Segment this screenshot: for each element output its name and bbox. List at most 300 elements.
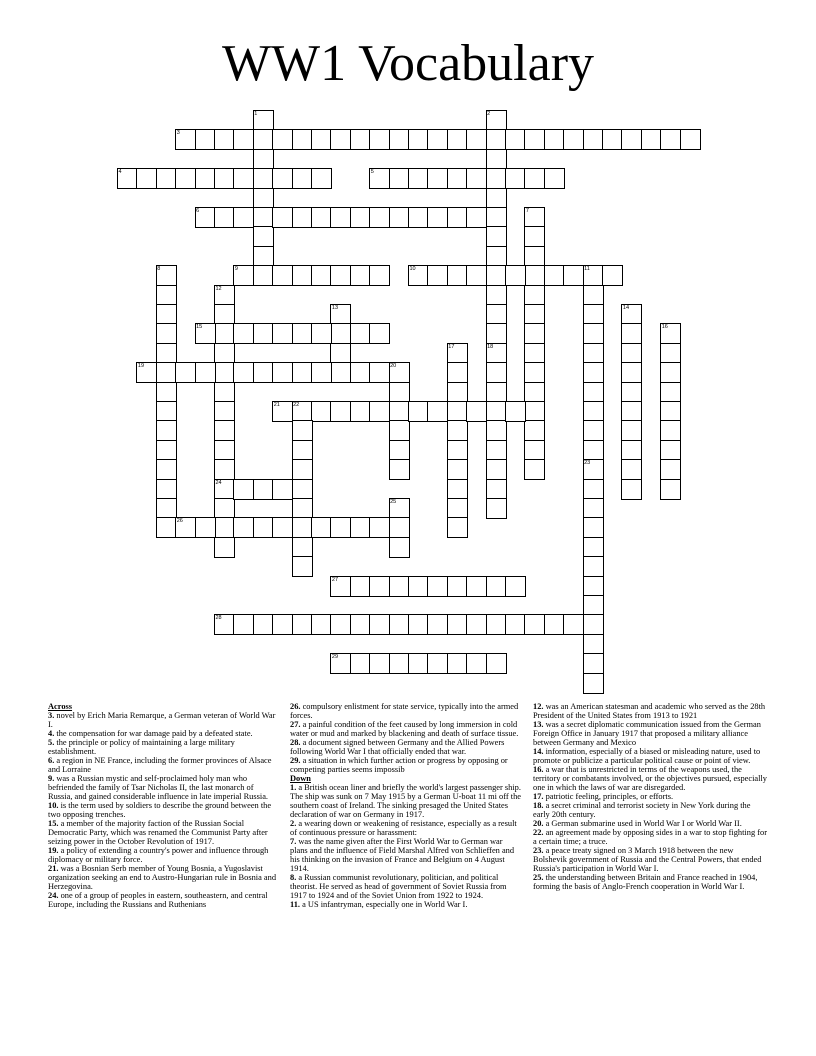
grid-cell[interactable] [233, 323, 254, 344]
grid-cell[interactable] [427, 207, 448, 228]
grid-cell[interactable] [253, 207, 274, 228]
grid-cell[interactable] [156, 285, 177, 306]
grid-cell[interactable] [369, 653, 390, 674]
grid-cell[interactable] [292, 362, 313, 383]
grid-cell[interactable] [156, 362, 177, 383]
grid-cell[interactable] [486, 401, 507, 422]
grid-cell[interactable] [583, 323, 604, 344]
grid-cell[interactable] [330, 362, 351, 383]
grid-cell[interactable] [253, 168, 274, 189]
grid-cell[interactable] [389, 207, 410, 228]
grid-cell[interactable] [660, 420, 681, 441]
grid-cell[interactable] [621, 323, 642, 344]
grid-cell[interactable] [292, 479, 313, 500]
grid-cell[interactable] [583, 382, 604, 403]
grid-cell[interactable] [583, 420, 604, 441]
grid-cell[interactable] [350, 323, 371, 344]
clue-down: 16. a war that is unrestricted in terms of the weapons used, the territory or combatants involved, or the objectives pursued, especially one in which the laws of war are disregarded. [533, 765, 767, 792]
grid-cell[interactable] [214, 537, 235, 558]
grid-cell[interactable] [195, 517, 216, 538]
grid-cell[interactable] [447, 401, 468, 422]
grid-cell[interactable] [330, 517, 351, 538]
grid-cell[interactable] [156, 498, 177, 519]
grid-cell[interactable] [214, 440, 235, 461]
grid-cell[interactable] [214, 207, 235, 228]
grid-cell[interactable] [486, 207, 507, 228]
grid-cell[interactable] [253, 226, 274, 247]
grid-cell[interactable] [486, 459, 507, 480]
grid-cell[interactable] [156, 401, 177, 422]
grid-cell[interactable] [524, 246, 545, 267]
grid-cell[interactable] [156, 440, 177, 461]
grid-cell[interactable] [214, 168, 235, 189]
clue-down: 25. the understanding between Britain and France reached in 1904, forming the basis of Anglo-French cooperation in World War I. [533, 873, 758, 891]
grid-cell[interactable] [272, 207, 293, 228]
clue-number-label: 22 [293, 402, 300, 408]
grid-cell[interactable] [486, 614, 507, 635]
grid-cell[interactable] [389, 440, 410, 461]
grid-cell[interactable] [311, 265, 332, 286]
grid-cell[interactable] [272, 323, 293, 344]
grid-cell[interactable] [330, 401, 351, 422]
grid-cell[interactable] [214, 517, 235, 538]
grid-cell[interactable] [369, 265, 390, 286]
grid-cell[interactable] [214, 498, 235, 519]
clue-across: 27. a painful condition of the feet caused by long immersion in cold water or mud and marked by blackening and death of surface tissue. [290, 720, 519, 738]
grid-cell[interactable] [156, 420, 177, 441]
grid-cell[interactable] [389, 401, 410, 422]
grid-cell[interactable] [311, 401, 332, 422]
grid-cell[interactable] [369, 576, 390, 597]
grid-cell[interactable] [214, 343, 235, 364]
grid-cell[interactable] [447, 614, 468, 635]
grid-cell[interactable] [272, 479, 293, 500]
grid-cell[interactable] [253, 362, 274, 383]
grid-cell[interactable] [233, 614, 254, 635]
grid-cell[interactable] [408, 614, 429, 635]
grid-cell[interactable] [389, 614, 410, 635]
grid-cell[interactable] [427, 129, 448, 150]
grid-cell[interactable] [447, 129, 468, 150]
grid-cell[interactable] [524, 362, 545, 383]
grid-cell[interactable] [389, 576, 410, 597]
grid-cell[interactable] [427, 401, 448, 422]
grid-cell[interactable] [660, 440, 681, 461]
clue-number-label: 13 [331, 305, 339, 311]
grid-cell[interactable] [486, 576, 507, 597]
grid-cell[interactable] [292, 129, 313, 150]
grid-cell[interactable] [447, 265, 468, 286]
grid-cell[interactable] [447, 517, 468, 538]
grid-cell[interactable] [253, 614, 274, 635]
clue-number-label: 29 [331, 654, 339, 661]
grid-cell[interactable] [350, 401, 371, 422]
grid-cell[interactable] [408, 207, 429, 228]
grid-cell[interactable] [524, 382, 545, 403]
grid-cell[interactable] [505, 129, 526, 150]
grid-cell[interactable] [292, 420, 313, 441]
clue-column-3 [533, 702, 767, 891]
grid-cell[interactable] [524, 401, 545, 422]
grid-cell[interactable] [447, 459, 468, 480]
grid-cell[interactable] [621, 479, 642, 500]
grid-cell[interactable] [486, 362, 507, 383]
clue-down: 23. a peace treaty signed on 3 March 1918 between the new Bolshevik government of Russia and the Central Powers, that ended Russia's participation in World War I. [533, 846, 762, 873]
grid-cell[interactable] [369, 517, 390, 538]
grid-cell[interactable] [136, 168, 157, 189]
grid-cell[interactable] [505, 168, 526, 189]
grid-cell[interactable] [466, 653, 487, 674]
grid-cell[interactable] [524, 343, 545, 364]
grid-cell[interactable] [583, 401, 604, 422]
grid-cell[interactable] [389, 537, 410, 558]
grid-cell[interactable] [253, 479, 274, 500]
across-heading: Across [48, 702, 73, 711]
grid-cell[interactable] [253, 323, 274, 344]
clue-column-2 [290, 702, 522, 909]
grid-cell[interactable] [311, 323, 332, 344]
clue-across: 29. a situation in which further action or progress by opposing or competing parties seems impossib [290, 756, 508, 774]
clue-down: 12. was an American statesman and academic who served as the 28th President of the United States from 1913 to 1921 [533, 702, 766, 720]
grid-cell[interactable] [660, 479, 681, 500]
grid-cell[interactable] [447, 576, 468, 597]
grid-cell[interactable] [369, 362, 390, 383]
grid-cell[interactable] [427, 576, 448, 597]
grid-cell[interactable] [583, 576, 604, 597]
clue-number-label: 19 [137, 363, 145, 370]
grid-cell[interactable] [505, 614, 526, 635]
grid-cell[interactable] [369, 323, 390, 344]
clue-number-label: 2 [487, 111, 491, 117]
grid-cell[interactable] [408, 401, 429, 422]
grid-cell[interactable] [253, 265, 274, 286]
grid-cell[interactable] [660, 382, 681, 403]
grid-cell[interactable] [524, 420, 545, 441]
grid-cell[interactable] [583, 479, 604, 500]
grid-cell[interactable] [156, 517, 177, 538]
grid-cell[interactable] [544, 168, 565, 189]
grid-cell[interactable] [214, 401, 235, 422]
clue-down: 17. patriotic feeling, principles, or efforts. [533, 792, 674, 801]
grid-cell[interactable] [660, 401, 681, 422]
grid-cell[interactable] [583, 343, 604, 364]
clue-number-label: 21 [273, 402, 280, 408]
grid-cell[interactable] [156, 323, 177, 344]
grid-cell[interactable] [195, 168, 216, 189]
grid-cell[interactable] [272, 265, 293, 286]
clue-across: 10. is the term used by soldiers to describe the ground between the two opposing trenches. [48, 801, 272, 819]
grid-cell[interactable] [350, 362, 371, 383]
grid-cell[interactable] [621, 382, 642, 403]
grid-cell[interactable] [156, 304, 177, 325]
grid-cell[interactable] [563, 265, 584, 286]
grid-cell[interactable] [660, 129, 681, 150]
grid-cell[interactable] [233, 129, 254, 150]
grid-cell[interactable] [350, 265, 371, 286]
grid-cell[interactable] [389, 382, 410, 403]
grid-cell[interactable] [350, 129, 371, 150]
grid-cell[interactable] [563, 129, 584, 150]
grid-cell[interactable] [524, 226, 545, 247]
grid-cell[interactable] [233, 479, 254, 500]
grid-cell[interactable] [447, 420, 468, 441]
grid-cell[interactable] [486, 226, 507, 247]
clue-number-label: 14 [622, 305, 630, 311]
grid-cell[interactable] [369, 614, 390, 635]
grid-cell[interactable] [350, 614, 371, 635]
grid-cell[interactable] [292, 498, 313, 519]
grid-cell[interactable] [583, 653, 604, 674]
grid-cell[interactable] [621, 129, 642, 150]
grid-cell[interactable] [524, 285, 545, 306]
grid-cell[interactable] [427, 653, 448, 674]
grid-cell[interactable] [486, 246, 507, 267]
grid-cell[interactable] [660, 343, 681, 364]
grid-cell[interactable] [524, 265, 545, 286]
clue-down: 13. was a secret diplomatic communication issued from the German Foreign Office in January 1917 that proposed a military alliance between Germany and Mexico [533, 720, 761, 747]
clue-across: 6. a region in NE France, including the former provinces of Alsace and Lorraine [48, 756, 272, 774]
grid-cell[interactable] [214, 420, 235, 441]
grid-cell[interactable] [505, 265, 526, 286]
grid-cell[interactable] [621, 343, 642, 364]
grid-cell[interactable] [427, 265, 448, 286]
grid-cell[interactable] [408, 576, 429, 597]
grid-cell[interactable] [466, 207, 487, 228]
grid-cell[interactable] [524, 168, 545, 189]
grid-cell[interactable] [486, 653, 507, 674]
grid-cell[interactable] [253, 246, 274, 267]
grid-cell[interactable] [156, 382, 177, 403]
grid-cell[interactable] [311, 129, 332, 150]
grid-cell[interactable] [583, 517, 604, 538]
grid-cell[interactable] [544, 265, 565, 286]
grid-cell[interactable] [389, 168, 410, 189]
grid-cell[interactable] [486, 323, 507, 344]
grid-cell[interactable] [253, 188, 274, 209]
clue-across: 9. was a Russian mystic and self-proclaimed holy man who befriended the family of Tsar Nicholas II, the last monarch of Russia, and gained considerable influence in late imperial Russia. [48, 774, 269, 801]
grid-cell[interactable] [524, 323, 545, 344]
grid-cell[interactable] [447, 362, 468, 383]
grid-cell[interactable] [602, 129, 623, 150]
grid-cell[interactable] [156, 479, 177, 500]
grid-cell[interactable] [583, 556, 604, 577]
grid-cell[interactable] [505, 576, 526, 597]
clue-number-label: 10 [409, 266, 416, 273]
grid-cell[interactable] [427, 168, 448, 189]
grid-cell[interactable] [621, 420, 642, 441]
grid-cell[interactable] [233, 168, 254, 189]
grid-cell[interactable] [350, 653, 371, 674]
grid-cell[interactable] [486, 440, 507, 461]
clue-down: 11. a US infantryman, especially one in World War I. [290, 900, 468, 909]
grid-cell[interactable] [214, 323, 235, 344]
grid-cell[interactable] [583, 614, 604, 635]
grid-cell[interactable] [195, 362, 216, 383]
grid-cell[interactable] [583, 362, 604, 383]
grid-cell[interactable] [447, 653, 468, 674]
grid-cell[interactable] [583, 595, 604, 616]
grid-cell[interactable] [486, 265, 507, 286]
clue-number-label: 17 [448, 343, 455, 350]
grid-cell[interactable] [389, 653, 410, 674]
clue-down: 14. information, especially of a biased or misleading nature, used to promote or publicize a particular political cause or point of view. [533, 747, 761, 765]
grid-cell[interactable] [408, 168, 429, 189]
grid-cell[interactable] [486, 420, 507, 441]
grid-cell[interactable] [466, 265, 487, 286]
grid-cell[interactable] [524, 459, 545, 480]
grid-cell[interactable] [583, 285, 604, 306]
grid-cell[interactable] [486, 382, 507, 403]
grid-cell[interactable] [292, 323, 313, 344]
grid-cell[interactable] [175, 362, 196, 383]
clue-column-1 [48, 702, 276, 909]
grid-cell[interactable] [660, 459, 681, 480]
grid-cell[interactable] [447, 440, 468, 461]
grid-cell[interactable] [486, 498, 507, 519]
grid-cell[interactable] [505, 401, 526, 422]
grid-cell[interactable] [583, 537, 604, 558]
grid-cell[interactable] [156, 343, 177, 364]
grid-cell[interactable] [233, 362, 254, 383]
grid-cell[interactable] [583, 129, 604, 150]
grid-cell[interactable] [350, 576, 371, 597]
grid-cell[interactable] [602, 265, 623, 286]
grid-cell[interactable] [447, 207, 468, 228]
clue-number-label: 18 [487, 343, 494, 350]
grid-cell[interactable] [156, 459, 177, 480]
grid-cell[interactable] [369, 401, 390, 422]
grid-cell[interactable] [389, 517, 410, 538]
grid-cell[interactable] [292, 440, 313, 461]
grid-cell[interactable] [175, 168, 196, 189]
grid-cell[interactable] [292, 207, 313, 228]
clue-number-label: 6 [196, 208, 200, 214]
grid-cell[interactable] [680, 129, 701, 150]
grid-cell[interactable] [292, 265, 313, 286]
grid-cell[interactable] [660, 362, 681, 383]
grid-cell[interactable] [233, 207, 254, 228]
grid-cell[interactable] [524, 304, 545, 325]
grid-cell[interactable] [583, 304, 604, 325]
grid-cell[interactable] [641, 129, 662, 150]
grid-cell[interactable] [214, 459, 235, 480]
grid-cell[interactable] [253, 149, 274, 170]
grid-cell[interactable] [311, 614, 332, 635]
grid-cell[interactable] [466, 576, 487, 597]
grid-cell[interactable] [466, 168, 487, 189]
grid-cell[interactable] [292, 614, 313, 635]
clue-number-label: 27 [331, 576, 339, 583]
grid-cell[interactable] [583, 440, 604, 461]
grid-cell[interactable] [486, 285, 507, 306]
grid-cell[interactable] [272, 362, 293, 383]
grid-cell[interactable] [621, 362, 642, 383]
grid-cell[interactable] [330, 129, 351, 150]
grid-cell[interactable] [466, 129, 487, 150]
grid-cell[interactable] [524, 440, 545, 461]
grid-cell[interactable] [369, 129, 390, 150]
grid-cell[interactable] [389, 129, 410, 150]
grid-cell[interactable] [583, 673, 604, 694]
grid-cell[interactable] [311, 168, 332, 189]
grid-cell[interactable] [621, 440, 642, 461]
grid-cell[interactable] [486, 304, 507, 325]
grid-cell[interactable] [369, 207, 390, 228]
grid-cell[interactable] [330, 265, 351, 286]
grid-cell[interactable] [621, 401, 642, 422]
grid-cell[interactable] [466, 401, 487, 422]
grid-cell[interactable] [408, 129, 429, 150]
clue-number-label: 24 [215, 479, 222, 486]
clue-across: 4. the compensation for war damage paid by a defeated state. [48, 729, 253, 738]
grid-cell[interactable] [330, 614, 351, 635]
grid-cell[interactable] [330, 207, 351, 228]
grid-cell[interactable] [214, 129, 235, 150]
grid-cell[interactable] [447, 479, 468, 500]
grid-cell[interactable] [272, 168, 293, 189]
grid-cell[interactable] [350, 207, 371, 228]
grid-cell[interactable] [195, 129, 216, 150]
grid-cell[interactable] [466, 614, 487, 635]
grid-cell[interactable] [156, 168, 177, 189]
grid-cell[interactable] [330, 343, 351, 364]
grid-cell[interactable] [544, 614, 565, 635]
grid-cell[interactable] [214, 304, 235, 325]
grid-cell[interactable] [272, 129, 293, 150]
grid-cell[interactable] [253, 129, 274, 150]
grid-cell[interactable] [292, 168, 313, 189]
grid-cell[interactable] [389, 459, 410, 480]
grid-cell[interactable] [214, 362, 235, 383]
grid-cell[interactable] [311, 207, 332, 228]
grid-cell[interactable] [583, 634, 604, 655]
grid-cell[interactable] [486, 479, 507, 500]
grid-cell[interactable] [292, 556, 313, 577]
grid-cell[interactable] [486, 188, 507, 209]
grid-cell[interactable] [311, 517, 332, 538]
grid-cell[interactable] [524, 614, 545, 635]
grid-cell[interactable] [583, 498, 604, 519]
grid-cell[interactable] [292, 459, 313, 480]
page-title: WW1 Vocabulary [221, 35, 595, 92]
grid-cell[interactable] [621, 459, 642, 480]
grid-cell[interactable] [524, 129, 545, 150]
grid-cell[interactable] [233, 517, 254, 538]
grid-cell[interactable] [486, 149, 507, 170]
grid-cell[interactable] [486, 168, 507, 189]
clue-number-label: 9 [234, 266, 238, 273]
grid-cell[interactable] [311, 362, 332, 383]
grid-cell[interactable] [350, 517, 371, 538]
grid-cell[interactable] [447, 168, 468, 189]
grid-cell[interactable] [486, 129, 507, 150]
grid-cell[interactable] [447, 498, 468, 519]
grid-cell[interactable] [389, 420, 410, 441]
grid-cell[interactable] [427, 614, 448, 635]
grid-cell[interactable] [447, 382, 468, 403]
grid-cell[interactable] [408, 653, 429, 674]
grid-cell[interactable] [272, 614, 293, 635]
grid-cell[interactable] [330, 323, 351, 344]
grid-cell[interactable] [292, 537, 313, 558]
grid-cell[interactable] [544, 129, 565, 150]
grid-cell[interactable] [292, 517, 313, 538]
grid-cell[interactable] [272, 517, 293, 538]
grid-cell[interactable] [253, 517, 274, 538]
grid-cell[interactable] [563, 614, 584, 635]
clue-across: 5. the principle or policy of maintaining a large military establishment. [48, 738, 235, 756]
grid-cell[interactable] [214, 382, 235, 403]
